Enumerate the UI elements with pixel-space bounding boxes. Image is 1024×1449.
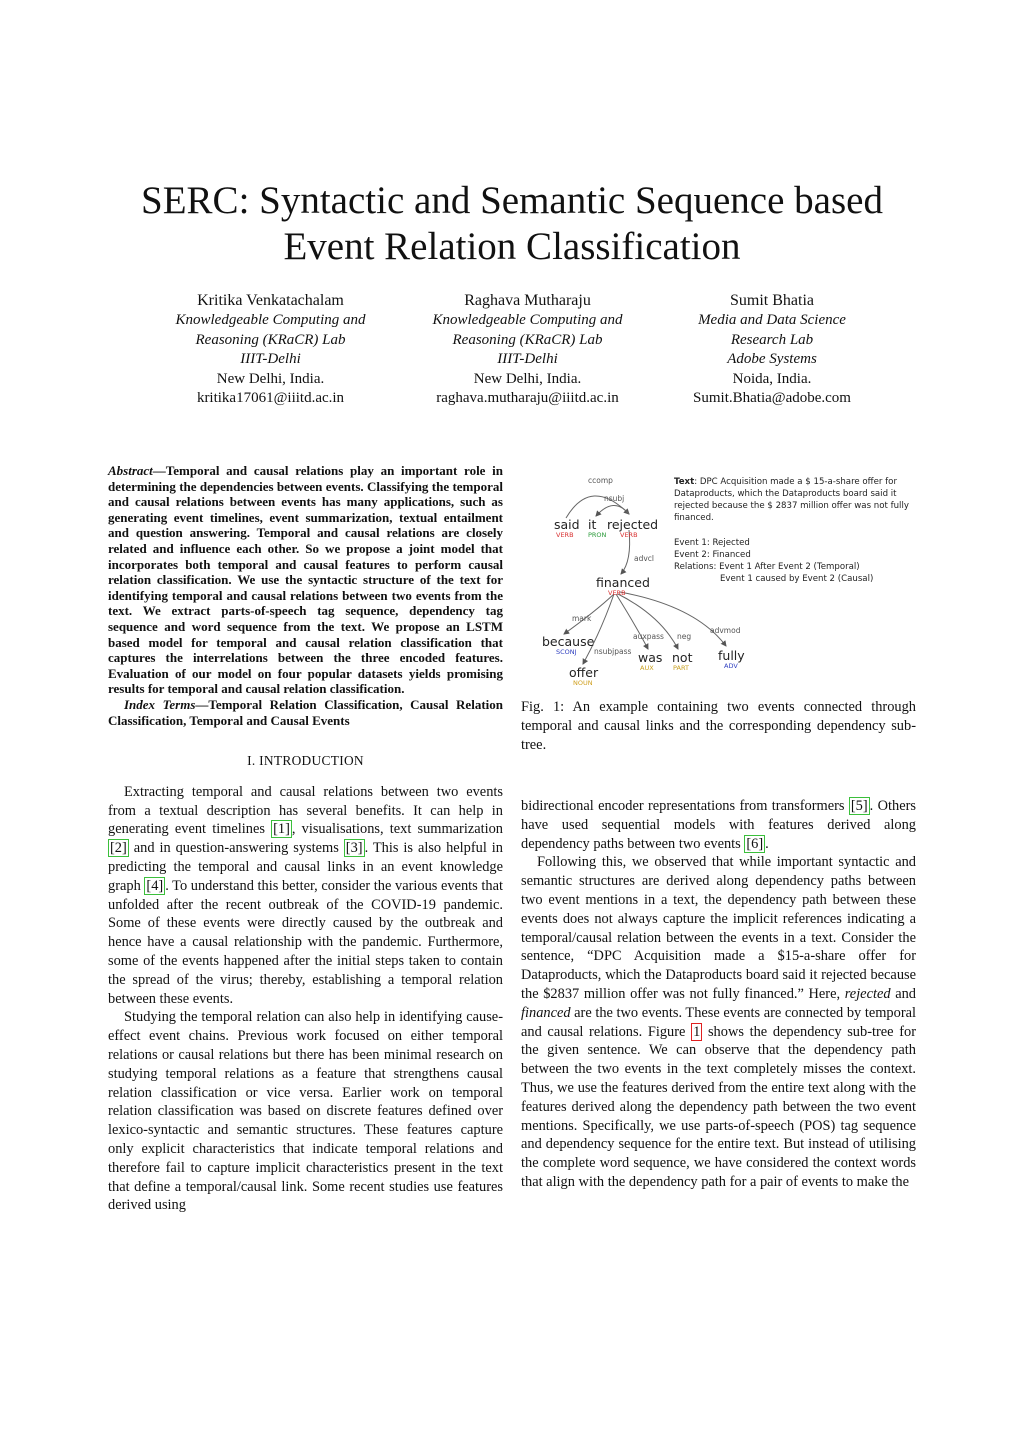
author-affiliation: Media and Data Science	[698, 312, 846, 328]
author-name: Raghava Mutharaju	[464, 292, 591, 309]
figure-1	[536, 466, 926, 691]
author-location: Noida, India.	[732, 370, 812, 387]
figure-event-line: Event 2: Financed	[674, 550, 751, 560]
word-node: fully	[718, 648, 745, 663]
edge-label: neg	[677, 632, 692, 641]
pos-tag: VERB	[620, 531, 638, 539]
author-affiliation: Adobe Systems	[727, 351, 817, 367]
word-node: financed	[596, 575, 650, 590]
title-line-2: Event Relation Classification	[283, 225, 741, 268]
author-location: New Delhi, India.	[216, 370, 325, 387]
citation-link[interactable]: [4]	[146, 877, 164, 894]
author-email: raghava.mutharaju@iiitd.ac.in	[436, 390, 619, 406]
figure-event-line: Event 1: Rejected	[674, 538, 750, 548]
author-3	[662, 291, 882, 409]
figure-reference-link[interactable]: 1	[693, 1023, 701, 1040]
figure-relations-line: Event 1 caused by Event 2 (Causal)	[720, 574, 874, 584]
author-email: kritika17061@iiitd.ac.in	[196, 390, 345, 406]
figure-text-line: Dataproducts, which the Dataproducts board said it	[674, 489, 897, 499]
pos-tag: VERB	[556, 531, 574, 539]
word-node: rejected	[607, 517, 659, 532]
citation-link[interactable]: [3]	[345, 840, 363, 857]
text-run: Following this, we observed that while important syntactic and semantic structures are derived along dependency paths between two event mentions in a text, the dependency path between these events does not always capture the implicit references indicating a temporal/causal relation between the events in a text. Consider the sentence, “DPC Acquisition made a $15-a-share offer for Dataproducts, which the Dataproducts board said it rejected because the $2837 million offer was not fully financed.” Here,	[521, 854, 916, 1002]
word-node: not	[672, 650, 693, 665]
edge-label: auxpass	[633, 632, 664, 641]
abstract-label: Abstract	[108, 463, 153, 478]
edge-label: nsubj	[604, 494, 625, 503]
author-location: New Delhi, India.	[473, 370, 582, 387]
right-column	[521, 797, 916, 1192]
word-node: because	[542, 634, 595, 649]
text-run: . Others have used sequential models with features derived along dependency paths between two events	[521, 798, 916, 852]
index-terms	[108, 697, 503, 728]
author-1	[148, 291, 393, 409]
author-affiliation: Reasoning (KRaCR) Lab	[452, 331, 603, 348]
figure-caption: Fig. 1: An example containing two events connected through temporal and causal links and the corresponding dependency sub-tree.	[521, 699, 916, 753]
text-run: Extracting temporal and causal relations between two events from a textual description has several benefits. It can help in generating event timelines	[108, 783, 503, 838]
right-paragraph-1	[521, 797, 916, 853]
text-run: . This is also helpful in predicting the temporal and causal links in an event knowledge graph	[108, 840, 503, 894]
pos-tag: PART	[673, 664, 689, 672]
author-affiliation: Knowledgeable Computing and	[432, 312, 623, 328]
word-node: was	[638, 650, 663, 665]
text-run: .	[765, 835, 769, 852]
author-affiliation: Research Lab	[730, 331, 814, 348]
text-run: and	[890, 985, 916, 1002]
title-line-1: SERC: Syntactic and Semantic Sequence based	[141, 179, 883, 222]
word-node: said	[554, 517, 580, 532]
edge-label: advmod	[710, 626, 741, 635]
intro-paragraph-1	[108, 783, 503, 1009]
word-node: offer	[569, 665, 599, 680]
abstract	[108, 463, 503, 697]
pos-tag: PRON	[588, 531, 607, 539]
text-run: . To understand this better, consider the various events that unfolded after the recent outbreak of the COVID-19 pandemic. Some of these events were directly caused by the outbreak and hence have a causal relationship with the pandemic. Furthermore, some of the events happened after the initial steps taken to contain the spread of the virus; thereby, establishing a temporal relation between these events.	[108, 877, 503, 1007]
pos-tag: NOUN	[573, 679, 593, 687]
author-affiliation: Knowledgeable Computing and	[175, 312, 366, 328]
paper-title	[0, 178, 1024, 270]
index-terms-text: —Temporal Relation Classification, Causal Relation Classification, Temporal and Causal Events	[108, 696, 503, 728]
author-name: Sumit Bhatia	[730, 292, 814, 309]
dependency-tree-diagram	[536, 466, 926, 691]
text-run: bidirectional encoder representations from transformers	[521, 798, 849, 814]
intro-paragraph-2: Studying the temporal relation can also help in identifying cause-effect event chains. Previous work focused on either temporal relations or causal relations but there has been minimal research on studying temporal relations as a feature that strengthens causal relation classification or vice versa. Earlier work on temporal relation classification was based on discrete features defined over lexico-syntactic and semantic structures. These features capture only explicit characteristics that indicate temporal relations and therefore fail to capture implicit characteristics present in the text that define a temporal/causal link. Some recent studies use features derived using	[108, 1009, 503, 1214]
author-2	[405, 291, 650, 409]
figure-text-line: rejected because the $ 2837 million offer was not fully	[674, 501, 909, 511]
edge-label: nsubjpass	[594, 647, 632, 656]
author-affiliation: Reasoning (KRaCR) Lab	[195, 331, 346, 348]
section-heading-introduction: I. INTRODUCTION	[247, 753, 364, 769]
pos-tag: SCONJ	[556, 648, 577, 656]
text-run: shows the dependency sub-tree for the given sentence. We can observe that the dependency path between the two events in the text completely misses the context. Thus, we use the features derived from the entire text along with the features derived along the dependency path between the two event mentions. Specifically, we use parts-of-speech (POS) tag sequence and dependency sequence for the entire text. But instead of utilising the complete word sequence, we have considered the context words that align with the dependency path for a pair of events to make the	[521, 1023, 916, 1190]
abstract-text: —Temporal and causal relations play an important role in determining the dependencies between events. Classifying the temporal and causal relations between events has many applications, such as generating event timelines, event summarization, textual entailment and question answering. Temporal and causal relations are closely related and influence each other. So we propose a joint model that incorporates both temporal and causal features to perform causal relation classification. We use the syntactic structure of the text for identifying temporal and causal relations between two events from the text. We extract parts-of-speech tag sequence, dependency tag sequence and word sequence from the text. We propose an LSTM based model for temporal and causal relation classification that captures the interrelations between the three encoded features. Evaluation of our model on four popular datasets yields promising results for temporal and causal relation classification.	[108, 463, 503, 697]
text-run: , visualisations, text summarization	[291, 821, 503, 838]
pos-tag: ADV	[724, 662, 738, 670]
arc-nsubj	[596, 505, 629, 516]
text-run: and in question-answering systems	[128, 840, 344, 857]
event-term: rejected	[844, 985, 891, 1002]
author-affiliation: IIIT-Delhi	[497, 351, 558, 367]
author-affiliation: IIIT-Delhi	[240, 351, 301, 367]
figure-text-line: Text: DPC Acquisition made a $ 15-a-share offer for	[674, 477, 897, 487]
text-run: are the two events. These events are connected by temporal and causal relations. Figure	[521, 1004, 916, 1040]
event-term: financed	[521, 1004, 571, 1021]
author-name: Kritika Venkatachalam	[197, 292, 344, 309]
pos-tag: AUX	[640, 664, 654, 672]
citation-link[interactable]: [6]	[746, 835, 764, 852]
figure-relations-line: Relations: Event 1 After Event 2 (Temporal)	[674, 562, 860, 572]
edge-label: mark	[572, 614, 592, 623]
citation-link[interactable]: [2]	[110, 840, 127, 857]
citation-link[interactable]: [1]	[273, 821, 290, 838]
author-email: Sumit.Bhatia@adobe.com	[693, 390, 851, 406]
figure-text-line: financed.	[674, 513, 714, 523]
left-column	[108, 463, 503, 1215]
pos-tag: VERB	[608, 589, 626, 597]
index-terms-label: Index Terms	[124, 696, 196, 712]
edge-label: ccomp	[588, 476, 613, 485]
word-node: it	[588, 517, 597, 532]
edge-label: advcl	[634, 554, 655, 563]
citation-link[interactable]: [5]	[850, 798, 868, 814]
right-paragraph-2	[521, 853, 916, 1191]
